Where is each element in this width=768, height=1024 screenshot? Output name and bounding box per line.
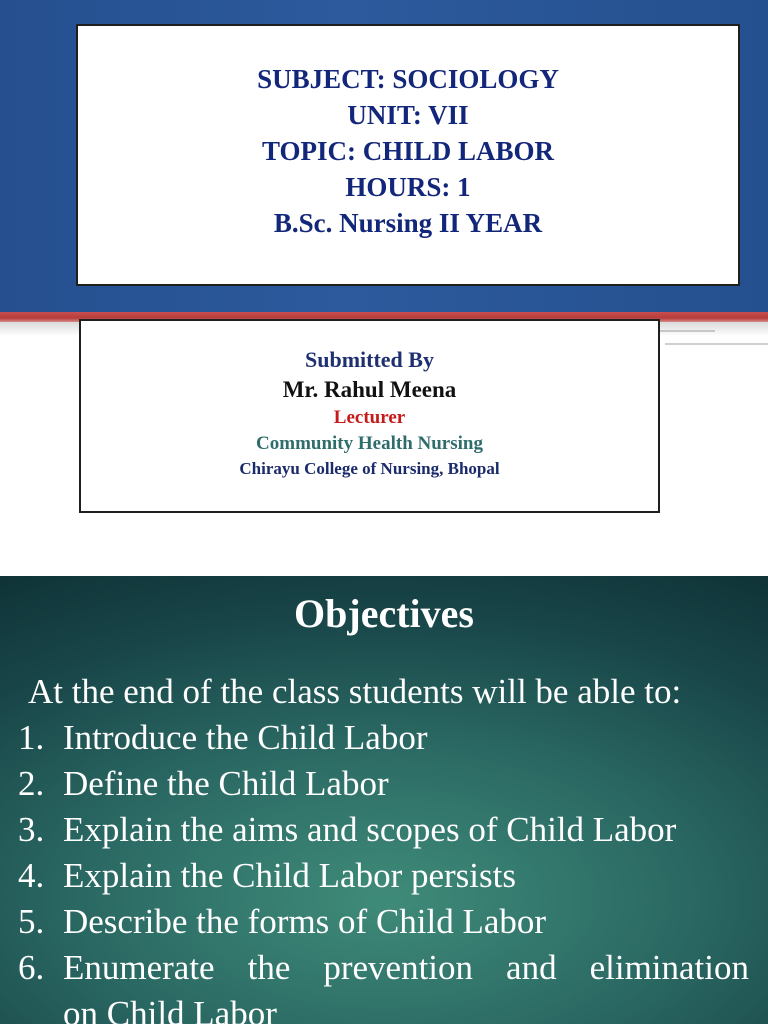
list-item-text: Explain the Child Labor persists (63, 856, 516, 895)
presenter-role: Lecturer (333, 407, 406, 428)
submitted-by-label: Submitted By (305, 347, 434, 372)
list-item (0, 946, 768, 1024)
decorative-line (665, 343, 768, 345)
list-item (0, 762, 768, 808)
presenter-name: Mr. Rahul Meena (282, 377, 457, 402)
topic-line: TOPIC: CHILD LABOR (261, 136, 555, 166)
list-item (0, 716, 768, 762)
subject-line: SUBJECT: SOCIOLOGY (257, 64, 559, 94)
list-item-number: 4. (18, 856, 45, 895)
list-item-text-continuation: on Child Labor (63, 994, 277, 1024)
course-year-line: B.Sc. Nursing II YEAR (273, 208, 543, 238)
list-item-number: 2. (18, 764, 45, 803)
list-item (0, 900, 768, 946)
objectives-list (0, 716, 768, 1024)
list-item-number: 5. (18, 902, 45, 941)
list-item-number: 1. (18, 718, 45, 757)
list-item (0, 854, 768, 900)
decorative-line (655, 330, 715, 332)
objectives-intro: At the end of the class students will be able to: (28, 672, 682, 711)
hours-line: HOURS: 1 (345, 172, 471, 202)
list-item-text: Explain the aims and scopes of Child Labor (63, 810, 677, 849)
list-item-text: Define the Child Labor (63, 764, 389, 803)
presenter-info-box (79, 319, 660, 513)
list-item-text: Introduce the Child Labor (63, 718, 428, 757)
slide-heading: Objectives (294, 591, 474, 636)
unit-line: UNIT: VII (347, 100, 469, 130)
department-name: Community Health Nursing (256, 433, 483, 454)
course-info-box (76, 24, 740, 286)
objectives-slide (0, 576, 768, 1024)
list-item-number: 6. (18, 948, 45, 987)
list-item-text: Enumerate the prevention and elimination (63, 948, 749, 987)
list-item (0, 808, 768, 854)
college-name: Chirayu College of Nursing, Bhopal (239, 459, 500, 478)
list-item-text: Describe the forms of Child Labor (63, 902, 547, 941)
list-item-number: 3. (18, 810, 45, 849)
